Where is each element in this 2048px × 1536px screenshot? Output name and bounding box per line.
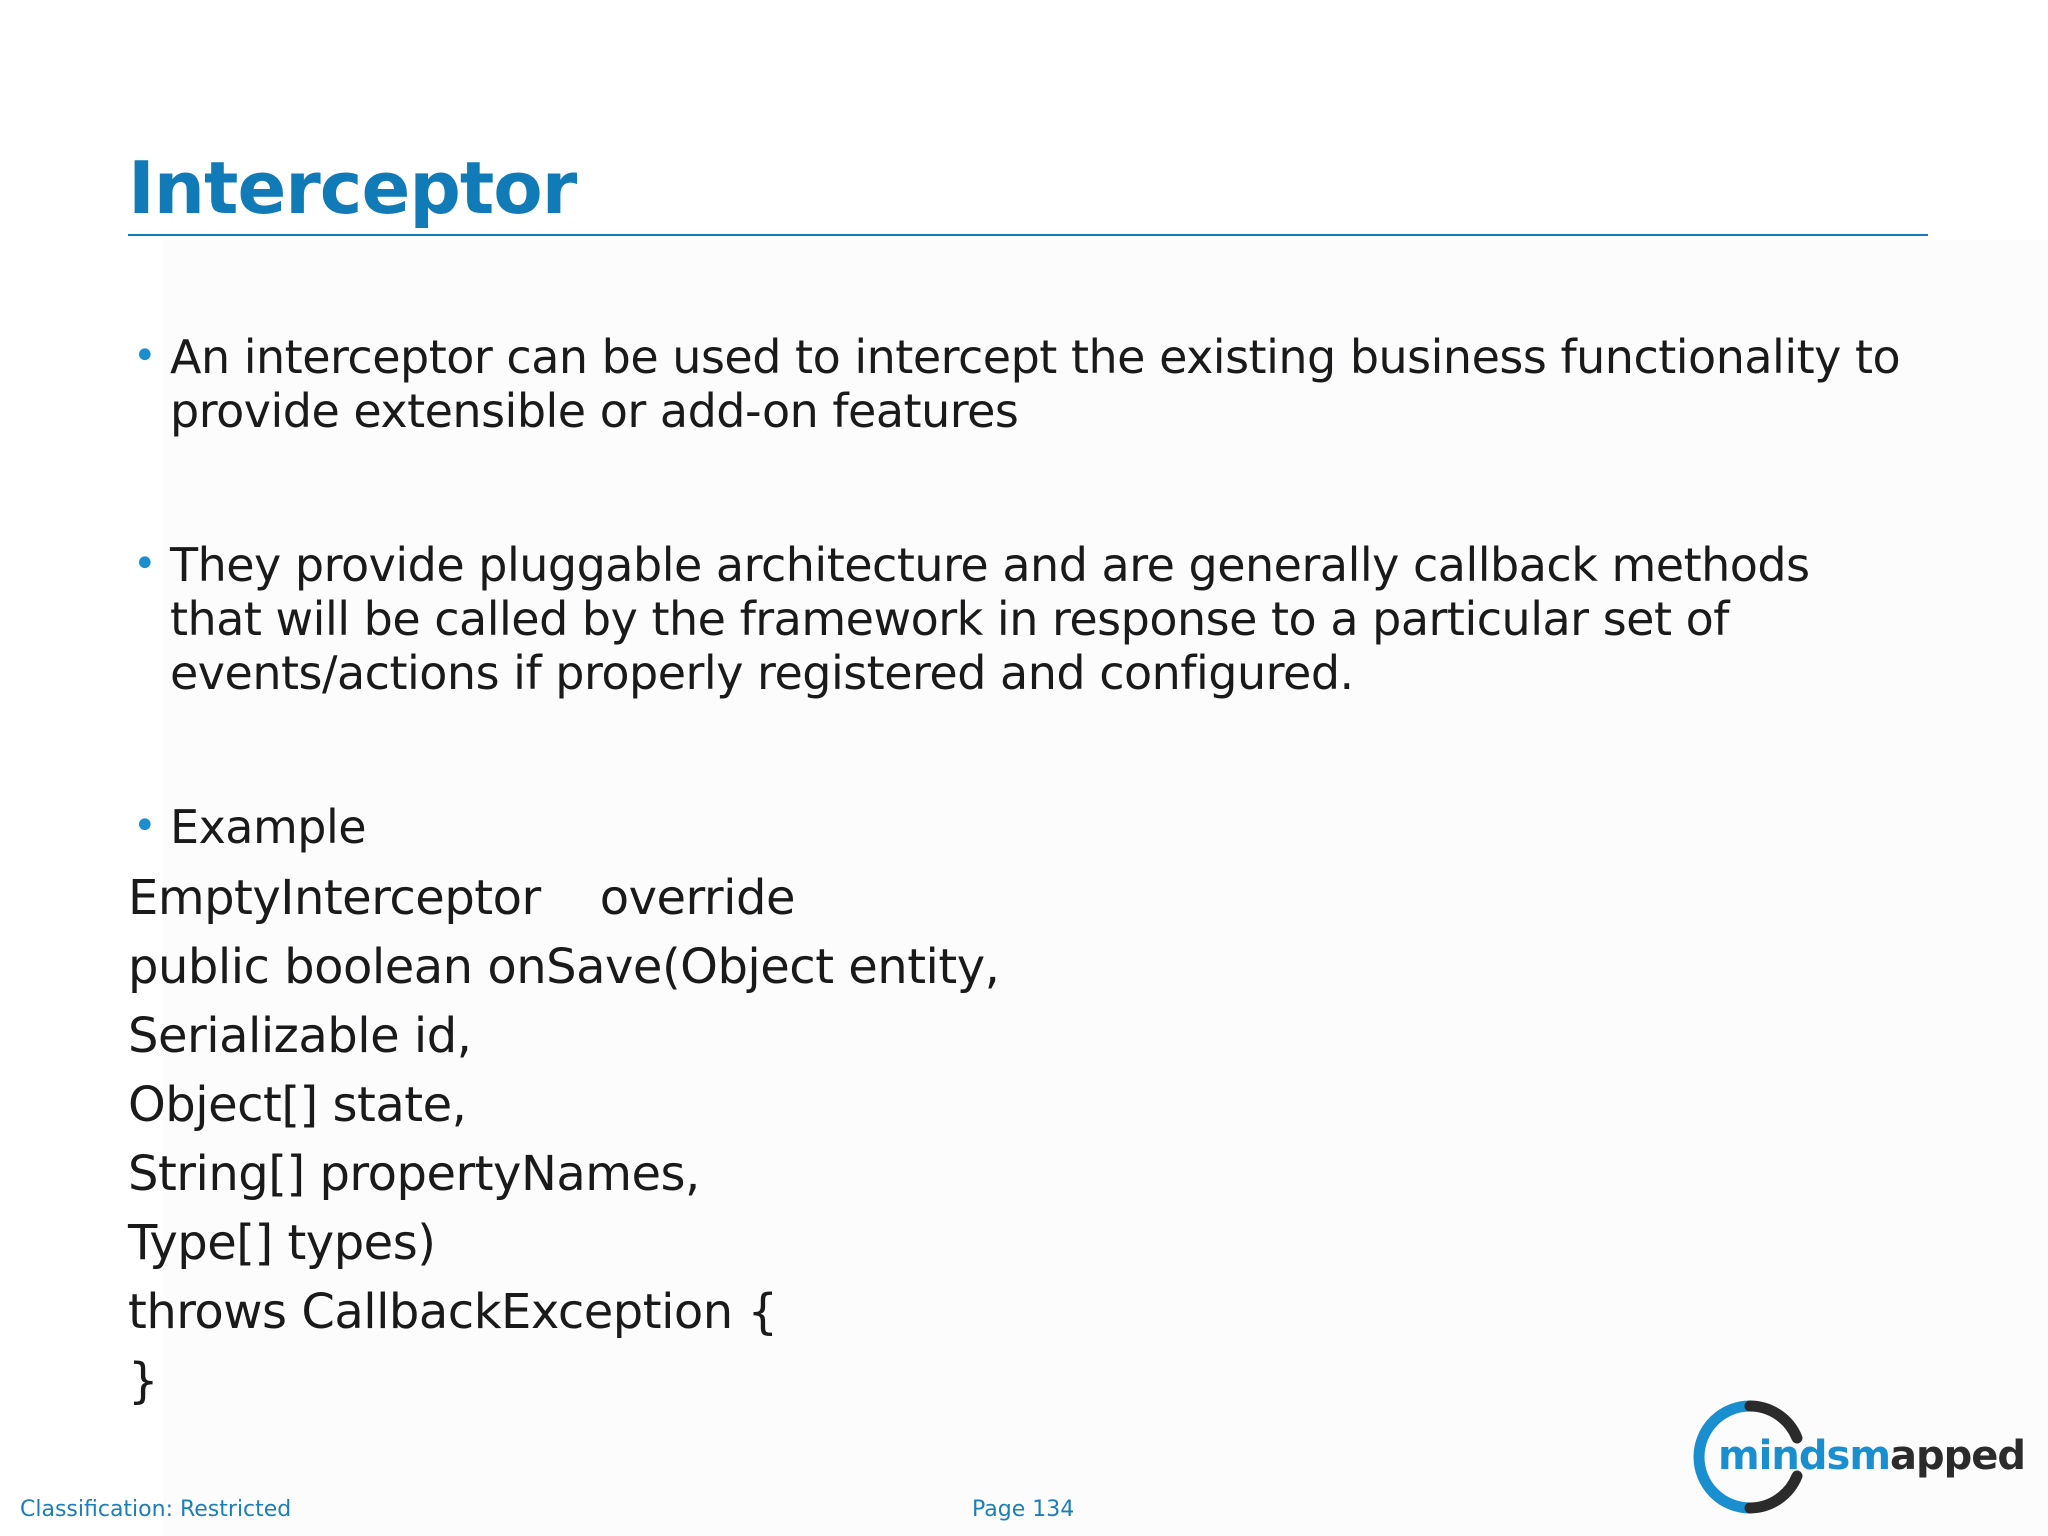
code-line: Serializable id, bbox=[128, 1008, 472, 1064]
logo-text-s: s bbox=[1826, 1433, 1850, 1479]
bullet-dot-icon: • bbox=[133, 541, 157, 587]
bullet-text: An interceptor can be used to intercept the existing business functionality to provide extensible or add-on features bbox=[170, 330, 1901, 438]
code-line: } bbox=[128, 1353, 159, 1409]
slide-title: Interceptor bbox=[128, 146, 577, 230]
code-line: Object[] state, bbox=[128, 1077, 467, 1133]
logo-ring-bottom-right bbox=[1750, 1476, 1797, 1508]
logo-text-m: m bbox=[1849, 1433, 1890, 1479]
code-line: String[] propertyNames, bbox=[128, 1146, 700, 1202]
bullet-item bbox=[128, 538, 1908, 700]
page-number: Page 134 bbox=[972, 1497, 1075, 1522]
logo-text-mind: mind bbox=[1718, 1433, 1827, 1479]
code-line: public boolean onSave(Object entity, bbox=[128, 939, 1000, 995]
bullet-text: They provide pluggable architecture and are generally callback methods that will be called by the framework in response to a particular set of events/actions if properly registered and configured. bbox=[170, 538, 1810, 700]
logo-text-apped: apped bbox=[1890, 1433, 2026, 1479]
code-line: throws CallbackException { bbox=[128, 1284, 778, 1340]
title-underline bbox=[128, 234, 1928, 236]
bullet-item bbox=[128, 330, 1908, 438]
code-example bbox=[128, 864, 999, 1416]
mindsmapped-logo bbox=[1690, 1400, 2030, 1515]
code-line: Type[] types) bbox=[128, 1215, 436, 1271]
bullet-item bbox=[128, 800, 1908, 854]
bullet-dot-icon: • bbox=[133, 333, 157, 379]
bullet-dot-icon: • bbox=[133, 803, 157, 849]
logo-text bbox=[1718, 1433, 2025, 1479]
code-line: EmptyInterceptor override bbox=[128, 870, 795, 926]
bullet-text: Example bbox=[170, 800, 367, 854]
classification-label: Classification: Restricted bbox=[20, 1497, 292, 1522]
bullet-list bbox=[128, 330, 1908, 854]
